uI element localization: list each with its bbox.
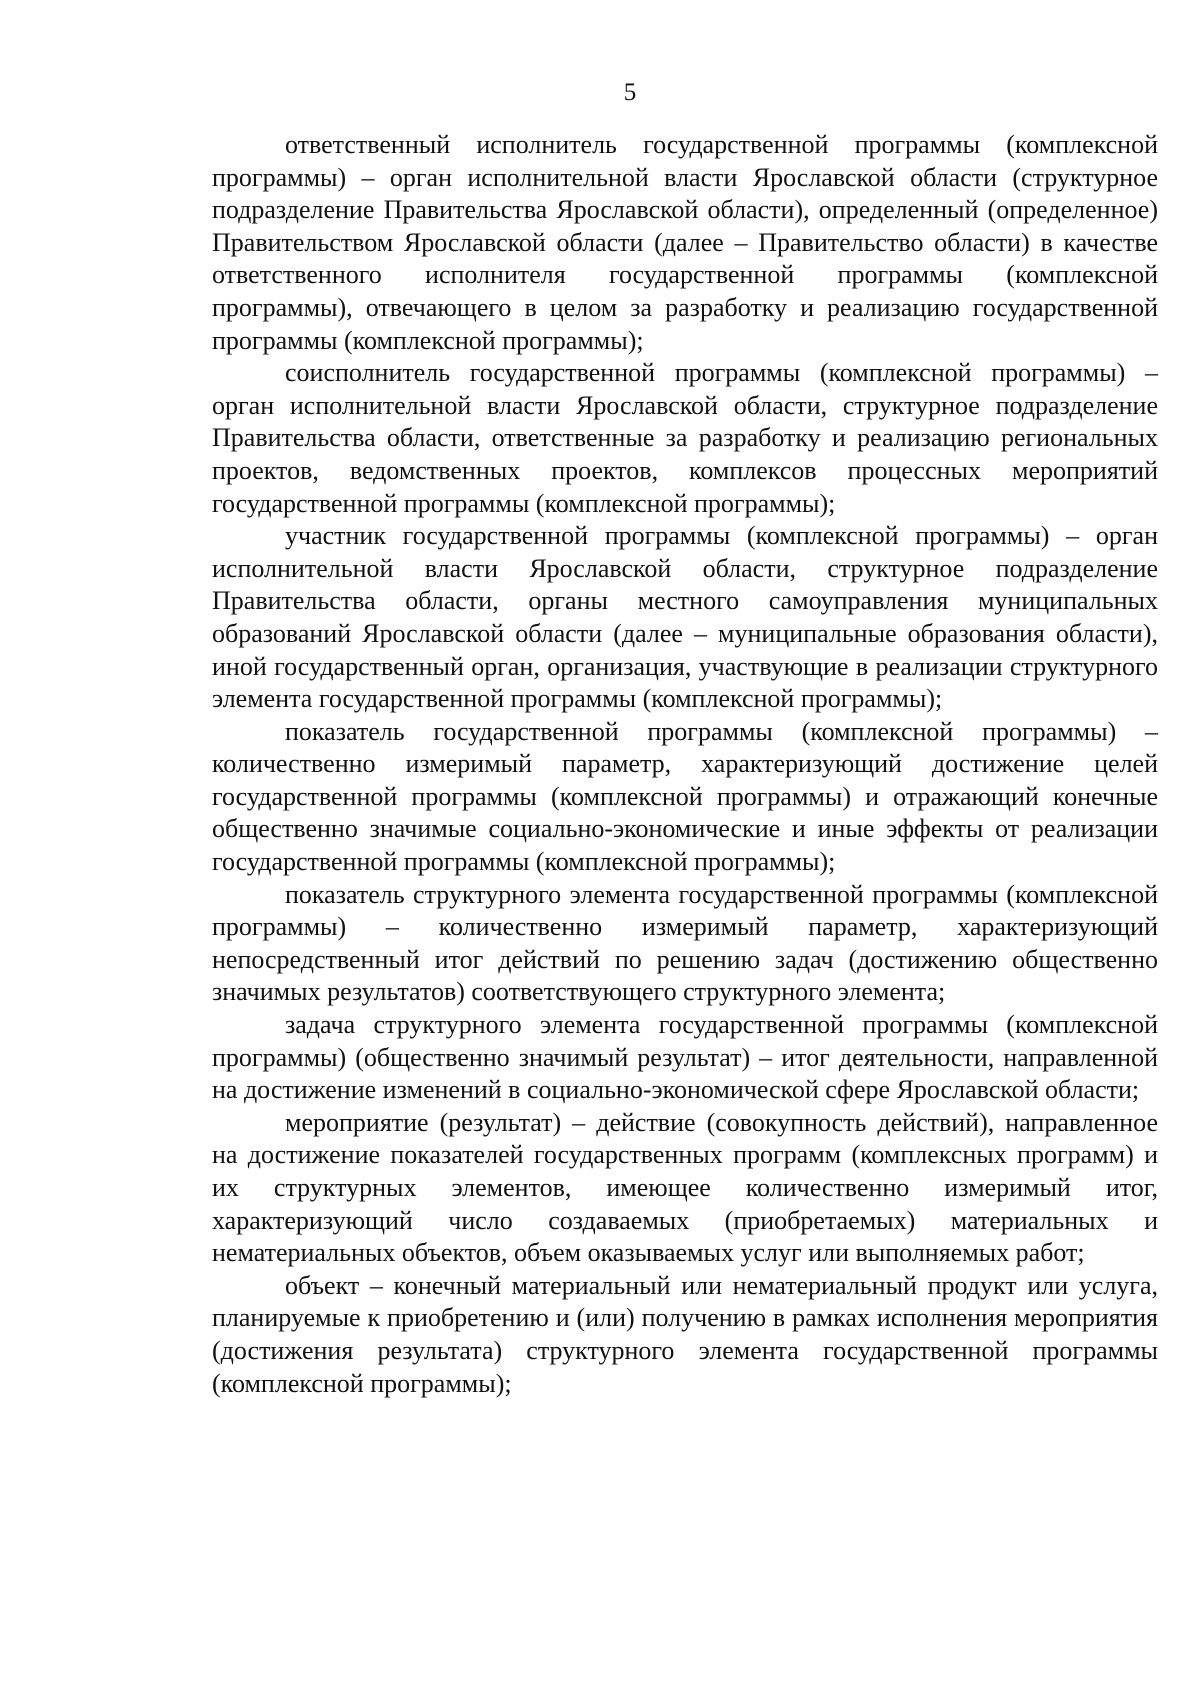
definition-object: объект – конечный материальный или нематериальный продукт или услуга, планируемые к приобретению и (или) получению в рамках исполнения мероприятия (достижения результата) структурного элемента государственной программы (комплексной программы); bbox=[212, 1270, 1158, 1398]
document-body bbox=[212, 129, 1158, 1400]
definition-responsible-executor: ответственный исполнитель государственной программы (комплексной программы) – орган исполнительной власти Ярославской области (структурное подразделение Правительства Ярославской области), определенный (определенное) Правительством Ярославской области (далее – Правительство области) в качестве ответственного исполнителя государственной программы (комплексной программы), отвечающего в целом за разработку и реализацию государственной программы (комплексной программы); bbox=[212, 130, 1158, 355]
definition-participant: участник государственной программы (комплексной программы) – орган исполнительной власти Ярославской области, структурное подразделение Правительства области, органы местного самоуправления муниципальных образований Ярославской области (далее – муниципальные образования области), иной государственный орган, организация, участвующие в реализации структурного элемента государственной программы (комплексной программы); bbox=[212, 521, 1158, 714]
definition-element-indicator: показатель структурного элемента государственной программы (комплексной программы) – количественно измеримый параметр, характеризующий непосредственный итог действий по решению задач (достижению общественно значимых результатов) соответствующего структурного элемента; bbox=[212, 879, 1158, 1007]
definition-element-task: задача структурного элемента государственной программы (комплексной программы) (общественно значимый результат) – итог деятельности, направленной на достижение изменений в социально-экономической сфере Ярославской области; bbox=[212, 1010, 1158, 1105]
page-number: 5 bbox=[623, 79, 637, 106]
definition-measure: мероприятие (результат) – действие (совокупность действий), направленное на достижение показателей государственных программ (комплексных программ) и их структурных элементов, имеющее количественно измеримый итог, характеризующий число создаваемых (приобретаемых) материальных и нематериальных объектов, объем оказываемых услуг или выполняемых работ; bbox=[212, 1107, 1158, 1268]
definition-co-executor: соисполнитель государственной программы (комплексной программы) – орган исполнительной власти Ярославской области, структурное подразделение Правительства области, ответственные за разработку и реализацию региональных проектов, ведомственных проектов, комплексов процессных мероприятий государственной программы (комплексной программы); bbox=[212, 358, 1158, 518]
definition-program-indicator: показатель государственной программы (комплексной программы) – количественно измеримый параметр, характеризующий достижение целей государственной программы (комплексной программы) и отражающий конечные общественно значимые социально-экономические и иные эффекты от реализации государственной программы (комплексной программы); bbox=[212, 716, 1158, 877]
